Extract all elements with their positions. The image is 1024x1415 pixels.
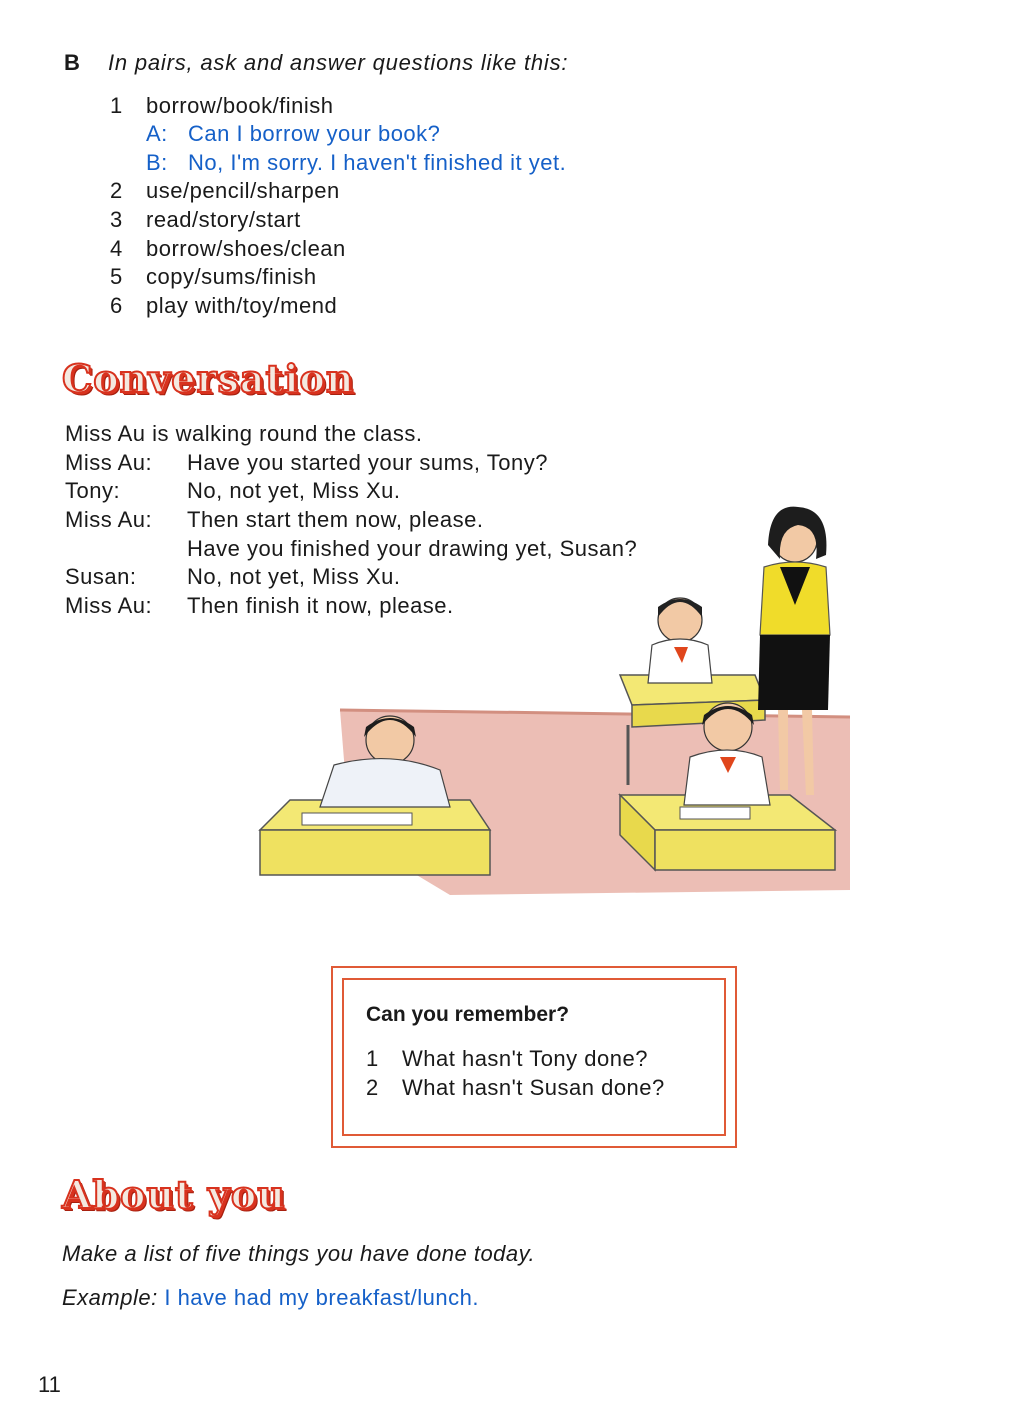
about-you-instruction: Make a list of five things you have done today. (62, 1241, 536, 1266)
about-you-example: Example: I have had my breakfast/lunch. (62, 1285, 479, 1310)
list-item: 1 borrow/book/finish (110, 93, 334, 118)
list-item: 6 play with/toy/mend (110, 293, 338, 318)
front-left-desk (260, 800, 490, 875)
girl-susan-figure (648, 598, 712, 683)
front-right-desk (620, 795, 835, 870)
exercise-letter: B (64, 50, 80, 75)
list-item: 2 use/pencil/sharpen (110, 178, 340, 203)
dialogue-line: Tony: No, not yet, Miss Xu. (65, 478, 401, 503)
remember-question: 2 What hasn't Susan done? (366, 1075, 665, 1100)
list-item: 4 borrow/shoes/clean (110, 236, 346, 261)
dialogue-line: Miss Au: Have you started your sums, Tony? (65, 450, 548, 475)
conversation-heading: Conversation (62, 356, 355, 401)
dialogue-line: Have you finished your drawing yet, Susan? (187, 536, 638, 561)
example-line-a: A: Can I borrow your book? (146, 121, 441, 146)
exercise-instruction: In pairs, ask and answer questions like this: (108, 50, 569, 75)
example-line-b: B: No, I'm sorry. I haven't finished it yet. (146, 150, 567, 175)
page-number: 11 (38, 1372, 61, 1397)
list-item: 5 copy/sums/finish (110, 264, 317, 289)
remember-question: 1 What hasn't Tony done? (366, 1046, 648, 1071)
dialogue-line: Susan: No, not yet, Miss Xu. (65, 564, 401, 589)
dialogue-line: Miss Au: Then finish it now, please. (65, 593, 454, 618)
about-you-heading: About you (62, 1172, 286, 1217)
classroom-illustration (250, 495, 850, 900)
list-item: 3 read/story/start (110, 207, 301, 232)
remember-box-title: Can you remember? (366, 1003, 570, 1026)
dialogue-line: Miss Au: Then start them now, please. (65, 507, 484, 532)
conversation-intro: Miss Au is walking round the class. (65, 421, 423, 446)
